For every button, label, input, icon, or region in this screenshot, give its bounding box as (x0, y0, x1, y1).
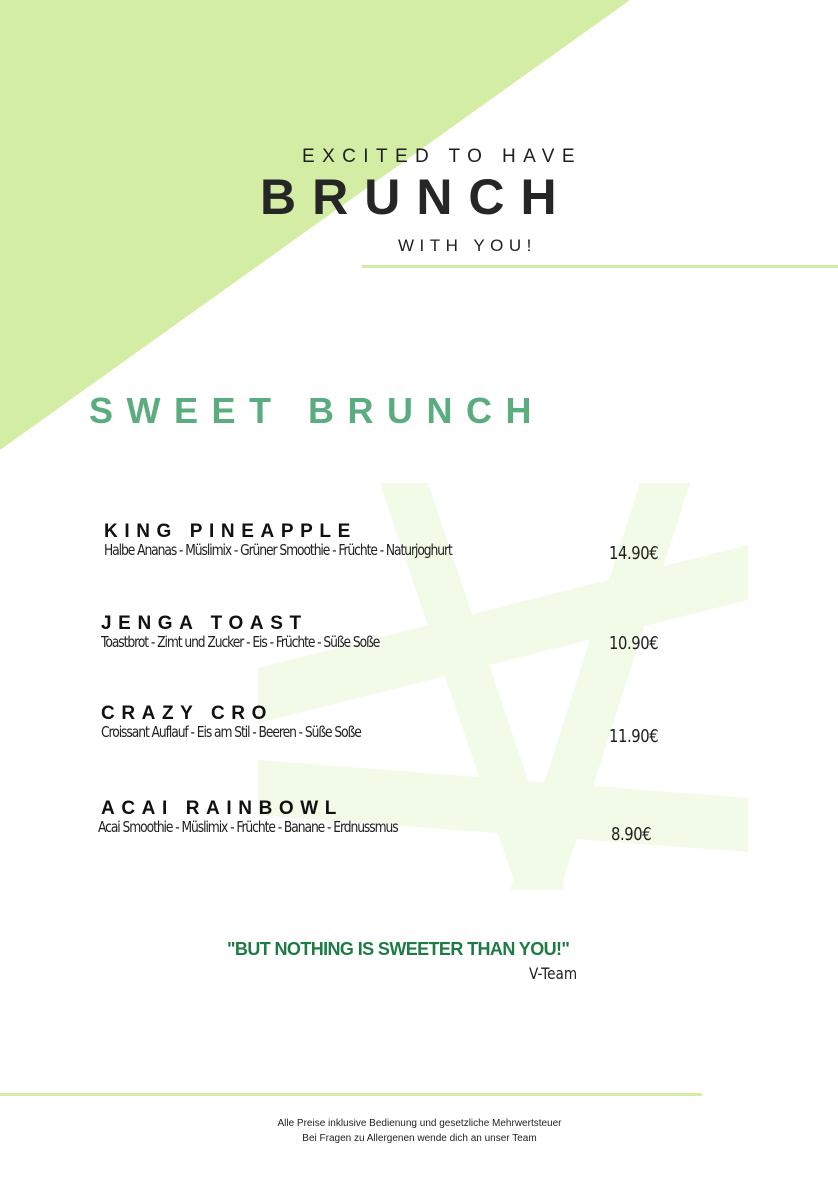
quote-text: "BUT NOTHING IS SWEETER THAN YOU!" (227, 939, 570, 959)
section-title: SWEET BRUNCH (89, 390, 545, 431)
footer-divider (0, 1093, 702, 1096)
item-name: CRAZY CRO (101, 703, 273, 724)
footer (0, 1116, 838, 1146)
header-top-line: EXCITED TO HAVE (302, 146, 582, 167)
item-description: Croissant Auflauf - Eis am Stil - Beeren - Süße Soße (101, 723, 361, 741)
item-price: 10.90€ (609, 633, 659, 654)
item-price: 8.90€ (611, 824, 652, 845)
header-title: BRUNCH (260, 169, 573, 225)
menu-item-king-pineapple (0, 521, 838, 581)
item-price: 11.90€ (609, 726, 659, 747)
item-price: 14.90€ (609, 543, 659, 564)
menu-item-crazy-cro (0, 703, 838, 763)
header-sub-line: WITH YOU! (398, 236, 537, 255)
menu-item-jenga-toast (0, 613, 838, 673)
item-description: Toastbrot - Zimt und Zucker - Eis - Früchte - Süße Soße (101, 633, 380, 651)
header-divider (362, 265, 838, 268)
quote-author: V-Team (529, 964, 578, 983)
item-description: Acai Smoothie - Müslimix - Früchte - Banane - Erdnussmus (98, 818, 398, 836)
item-name: KING PINEAPPLE (104, 521, 357, 542)
menu-item-acai-rainbowl (0, 798, 838, 858)
footer-note-allergens: Bei Fragen zu Allergenen wende dich an unser Team (302, 1133, 537, 1144)
footer-note-prices: Alle Preise inklusive Bedienung und gesetzliche Mehrwertsteuer (277, 1118, 562, 1129)
item-name: JENGA TOAST (101, 613, 308, 634)
item-name: ACAI RAINBOWL (101, 798, 344, 819)
item-description: Halbe Ananas - Müslimix - Grüner Smoothie - Früchte - Naturjoghurt (104, 541, 452, 559)
